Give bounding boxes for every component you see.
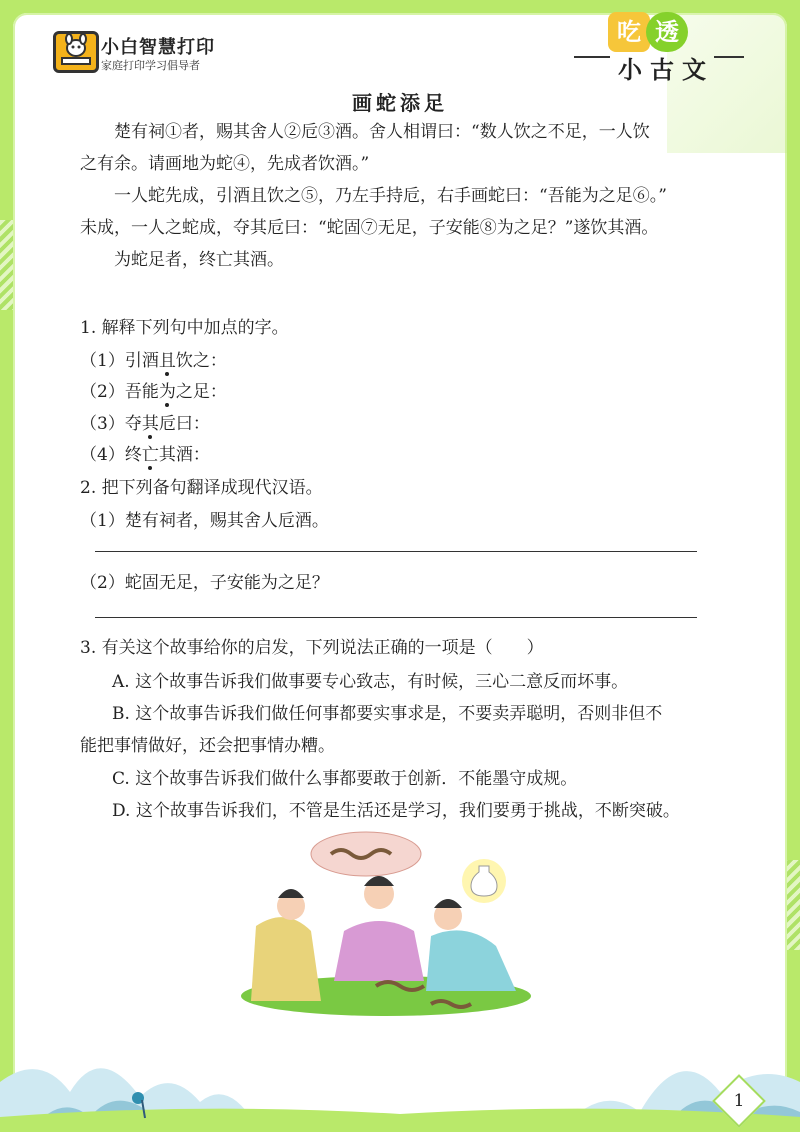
q1-title: 1. 解释下列句中加点的字。: [80, 318, 289, 338]
passage-title: 画蛇添足: [352, 91, 448, 115]
printer-icon: [53, 31, 99, 73]
dotted-char: 且: [158, 351, 176, 371]
logo-title: 小白智慧打印: [101, 37, 215, 58]
q2-title: 2. 把下列备句翻译成现代汉语。: [80, 478, 323, 498]
q1-item-3: （3）夺其卮曰：: [80, 414, 210, 434]
answer-line-1[interactable]: [95, 551, 697, 552]
passage-p1-line1: 楚有祠①者，赐其舍人②卮③酒。舍人相谓曰：“数人饮之不足，一人饮: [114, 122, 650, 142]
brand-tou: 透: [646, 12, 688, 52]
dotted-char: 其: [141, 414, 159, 434]
story-illustration: [236, 826, 536, 1016]
brand-xiaoguwen: 小古文: [618, 55, 714, 84]
q2-item-2: （2）蛇固无足，子安能为之足？: [80, 573, 329, 593]
logo: [53, 27, 253, 75]
q2-item-1: （1）楚有祠者，赐其舍人卮酒。: [80, 511, 329, 531]
q3-option-b-line2: 能把事情做好，还会把事情办糟。: [80, 736, 335, 756]
mountain-decor: [0, 1022, 800, 1132]
passage-p2-line2: 未成，一人之蛇成，夺其卮曰：“蛇固⑦无足，子安能⑧为之足？”遂饮其酒。: [80, 218, 659, 238]
brand-chi: 吃: [608, 12, 650, 52]
logo-subtitle: 家庭打印学习倡导者: [101, 59, 200, 72]
dotted-char: 亡: [141, 445, 159, 465]
answer-line-2[interactable]: [95, 617, 697, 618]
passage-p3: 为蛇足者，终亡其酒。: [114, 250, 284, 270]
dotted-char: 为: [158, 382, 176, 402]
q1-item-4: （4）终亡其酒：: [80, 445, 210, 465]
q3-title: 3. 有关这个故事给你的启发，下列说法正确的一项是（ ）: [80, 638, 544, 658]
q3-option-b-line1: B. 这个故事告诉我们做任何事都要实事求是，不要卖弄聪明，否则非但不: [112, 704, 663, 724]
page-number: 1: [733, 1091, 745, 1111]
brand-line-right: [714, 56, 744, 58]
passage-p2-line1: 一人蛇先成，引酒且饮之⑤，乃左手持卮，右手画蛇曰：“吾能为之足⑥。”: [114, 186, 667, 206]
q3-option-d: D. 这个故事告诉我们，不管是生活还是学习，我们要勇于挑战，不断突破。: [112, 801, 680, 821]
q1-item-1: （1）引酒且饮之：: [80, 351, 227, 371]
q3-option-c: C. 这个故事告诉我们做什么事都要敢于创新．不能墨守成规。: [112, 769, 578, 789]
passage-p1-line2: 之有余。请画地为蛇④，先成者饮酒。”: [80, 154, 370, 174]
q3-option-a: A. 这个故事告诉我们做事要专心致志，有时候，三心二意反而坏事。: [112, 672, 629, 692]
brand-line-left: [574, 56, 610, 58]
q1-item-2: （2）吾能为之足：: [80, 382, 227, 402]
brand-badge: [602, 12, 742, 82]
